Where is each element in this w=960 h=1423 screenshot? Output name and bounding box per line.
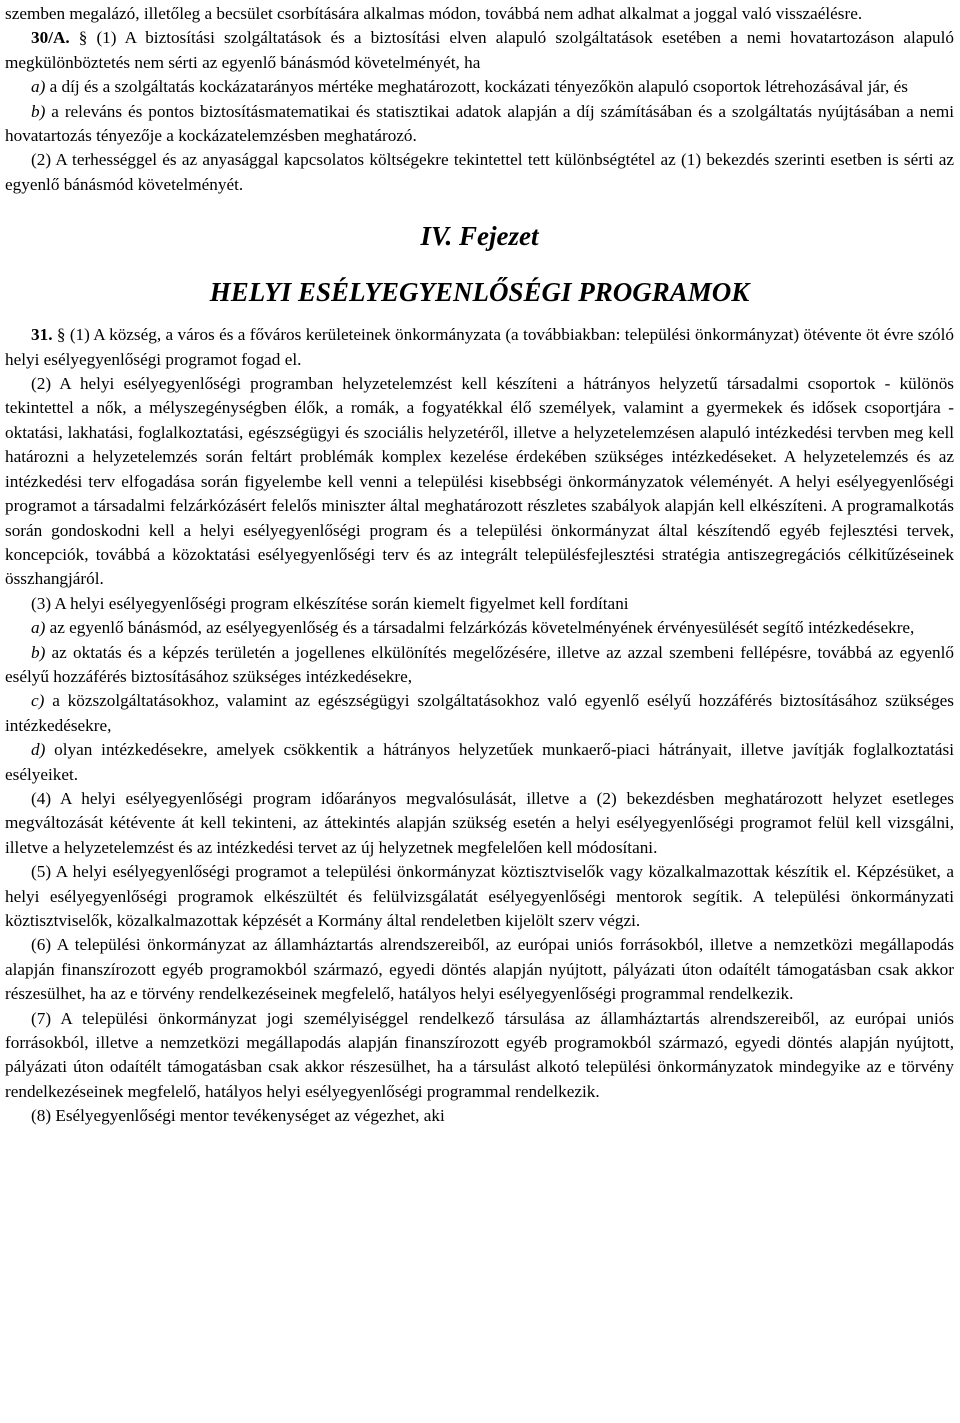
section-text: § (1) A biztosítási szolgáltatások és a biztosítási elven alapuló szolgáltatások esetében a nemi hovatartozáson alapuló megkülönböztetés nem sérti az egyenlő bánásmód követelményét, ha bbox=[5, 28, 954, 72]
section-31-paragraph-3: (3) A helyi esélyegyenlőségi program elkészítése során kiemelt figyelmet kell fordítani bbox=[31, 593, 629, 613]
section-number: 31. bbox=[31, 325, 53, 345]
section-31-point-a bbox=[5, 616, 954, 640]
section-30a-point-b bbox=[5, 100, 954, 149]
section-31-paragraph-4: (4) A helyi esélyegyenlőségi program időarányos megvalósulását, illetve a (2) bekezdésben meghatározott helyzet esetleges megváltozását kétévente át kell tekinteni, az áttekintés alapján szükség esetén a helyi esélyegyenlőségi programot felül kell vizsgálni, illetve a helyzetelemzést és az intézkedési tervet az új helyzetnek megfelelően kell módosítani. bbox=[5, 788, 954, 857]
section-number: 30/A. bbox=[31, 28, 70, 48]
section-31-paragraph-7: (7) A települési önkormányzat jogi személyiséggel rendelkező társulása az államháztartás alrendszereiből, az európai uniós forrásokból, illetve a nemzetközi megállapodás alapján finanszírozott egyéb programokból származó, egyedi döntés alapján nyújtott, pályázati úton odaítélt támogatásban csak akkor részesülhet, ha a társulást alkotó települési önkormányzatok mindegyike az e törvény rendelkezéseinek megfelelő, hatályos helyi esélyegyenlőségi programmal rendelkezik. bbox=[5, 1008, 954, 1101]
section-31-point-b bbox=[5, 641, 954, 690]
section-30a-point-a bbox=[5, 75, 954, 99]
point-text: olyan intézkedésekre, amelyek csökkentik a hátrányos helyzetűek munkaerő-piaci hátrányait, illetve javítják foglalkoztatási esélyeiket. bbox=[5, 740, 954, 784]
chapter-title: HELYI ESÉLYEGYENLŐSÉGI PROGRAMOK bbox=[209, 277, 750, 308]
point-text: a közszolgáltatásokhoz, valamint az egészségügyi szolgáltatásokhoz való egyenlő esélyű hozzáférés biztosításához szükséges intézkedésekre, bbox=[5, 691, 954, 735]
section-31-paragraph-5: (5) A helyi esélyegyenlőségi programot a települési önkormányzat köztisztviselők vagy közalkalmazottak készítik el. Képzésüket, a helyi esélyegyenlőségi programok elkészültét és felülvizsgálatát esélyegyenlőségi mentorok segítik. A települési önkormányzati köztisztviselők, közalkalmazottak képzését a Kormány által rendeletben kijelölt szerv végzi. bbox=[5, 862, 954, 930]
section-31-paragraph-8: (8) Esélyegyenlőségi mentor tevékenységet az végezhet, aki bbox=[31, 1106, 445, 1126]
point-text: az egyenlő bánásmód, az esélyegyenlőség és a társadalmi felzárkózás követelményének érvényesülését segítő intézkedésekre, bbox=[45, 618, 915, 638]
point-label: a) bbox=[31, 77, 46, 97]
paragraph-continuation: szemben megalázó, illetőleg a becsület csorbítására alkalmas módon, továbbá nem adhat alkalmat a joggal való visszaélésre. bbox=[5, 4, 863, 23]
section-30a-paragraph-1 bbox=[5, 26, 954, 75]
point-label: c) bbox=[31, 691, 45, 711]
section-31-point-c bbox=[5, 689, 954, 738]
chapter-number: IV. Fejezet bbox=[420, 221, 539, 252]
point-text: az oktatás és a képzés területén a jogellenes elkülönítés megelőzésére, illetve az azzal szembeni fellépésre, továbbá az egyenlő esélyű hozzáférés biztosításához szükséges intézkedésekre, bbox=[5, 642, 954, 686]
point-text: a releváns és pontos biztosításmatematikai és statisztikai adatok alapján a díj számításában és a szolgáltatás nyújtásában a nemi hovatartozás tényezője a kockázatelemzésben meghatározó. bbox=[5, 101, 954, 146]
section-text: § (1) A község, a város és a főváros kerületeinek önkormányzata (a továbbiakban: települési önkormányzat) ötévente öt évre szóló helyi esélyegyenlőségi programot fogad el. bbox=[5, 325, 954, 369]
point-label: a) bbox=[31, 618, 46, 638]
section-31-point-d bbox=[5, 738, 954, 787]
point-label: b) bbox=[31, 642, 46, 662]
point-label: b) bbox=[31, 101, 46, 121]
section-30a-paragraph-2: (2) A terhességgel és az anyasággal kapcsolatos költségekre tekintettel tett különbségtétel az (1) bekezdés szerinti esetben is sérti az egyenlő bánásmód követelményét. bbox=[5, 150, 954, 194]
section-31-paragraph-1 bbox=[5, 323, 954, 372]
point-label: d) bbox=[31, 740, 46, 760]
section-31-paragraph-2: (2) A helyi esélyegyenlőségi programban helyzetelemzést kell készíteni a hátrányos helyzetű társadalmi csoportok - különös tekintettel a nők, a mélyszegénységben élők, a romák, a fogyatékkal élő személyek, valamint a gyermekek és idősek csoportjára - oktatási, lakhatási, foglalkoztatási, egészségügyi és szociális helyzetéről, illetve a helyzetelemzésen alapuló intézkedési tervben meg kell határozni a helyzetelemzés során feltárt problémák komplex kezelése érdekében szükséges intézkedéseket. A helyzetelemzés és az intézkedési terv elfogadása során figyelembe kell venni a települési kisebbségi önkormányzatok véleményét. A helyi esélyegyenlőségi programot a társadalmi felzárkózásért felelős miniszter által meghatározott részletes szabályok alapján kell elkészíteni. A programalkotás során gondoskodni kell a helyi esélyegyenlőségi program és a települési önkormányzat által készítendő egyéb fejlesztési tervek, koncepciók, továbbá a közoktatási esélyegyenlőségi terv és az integrált településfejlesztési stratégia antiszegregációs célkitűzéseinek összhangjáról. bbox=[5, 374, 954, 589]
section-31-paragraph-6: (6) A települési önkormányzat az államháztartás alrendszereiből, az európai uniós forrásokból, illetve a nemzetközi megállapodás alapján finanszírozott egyéb programokból származó, egyedi döntés alapján nyújtott, pályázati úton odaítélt támogatásban csak akkor részesülhet, ha az e törvény rendelkezéseinek megfelelő, hatályos helyi esélyegyenlőségi programmal rendelkezik. bbox=[5, 935, 954, 1004]
point-text: a díj és a szolgáltatás kockázatarányos mértéke meghatározott, kockázati tényezőkön alapuló csoportok létrehozásával jár, és bbox=[45, 77, 908, 97]
